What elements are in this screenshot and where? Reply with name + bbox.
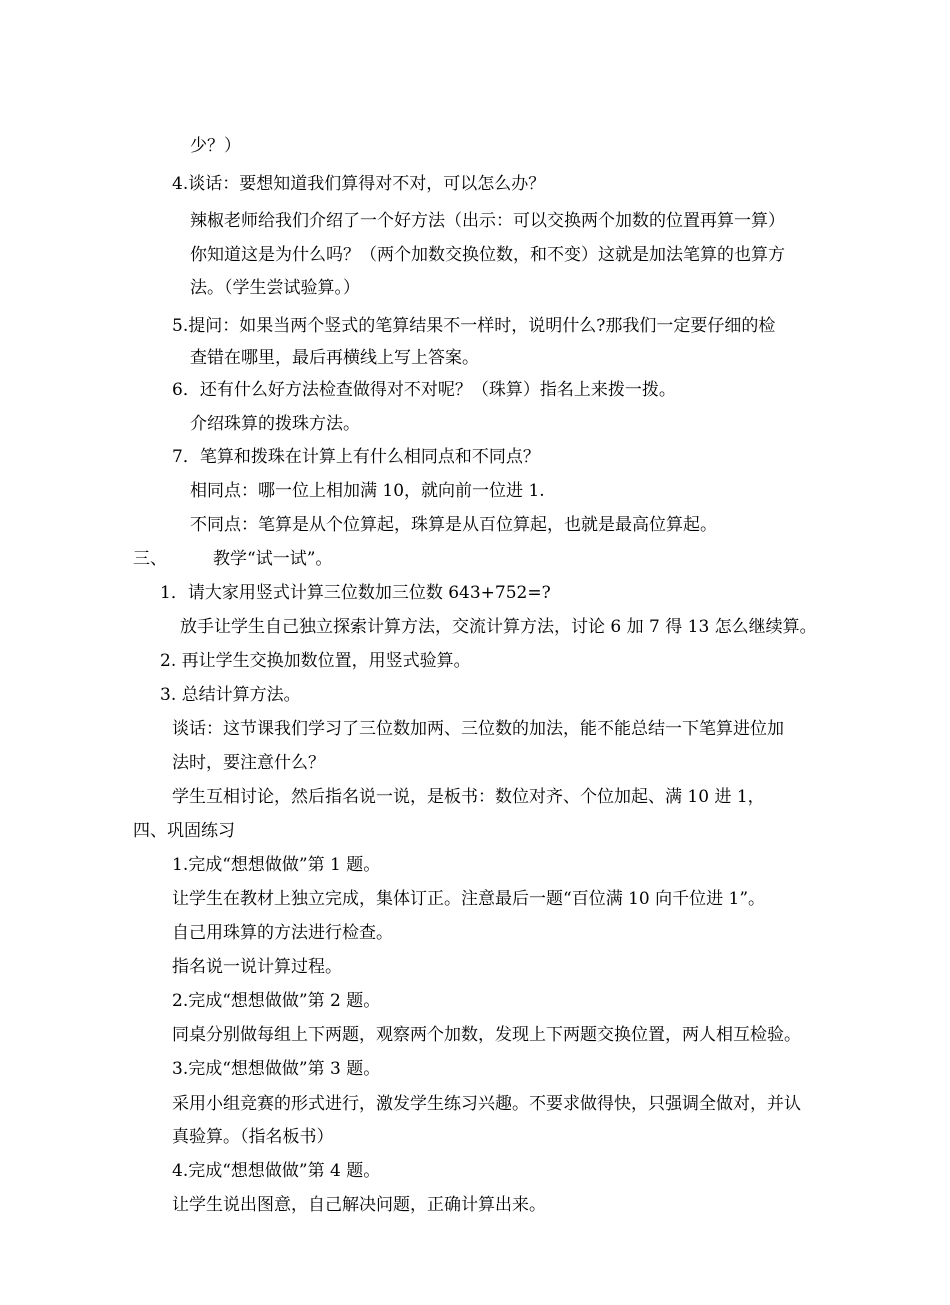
text-line: 1.完成“想想做做”第 1 题。	[172, 855, 381, 875]
text-line: 4.完成“想想做做”第 4 题。	[172, 1161, 381, 1181]
text-line: 5.提问：如果当两个竖式的笔算结果不一样时，说明什么?那我们一定要仔细的检	[172, 316, 776, 336]
section-number: 三、	[133, 549, 167, 569]
text-line: 法。（学生尝试验算。）	[190, 278, 360, 298]
text-line: 相同点：哪一位上相加满 10，就向前一位进 1.	[190, 481, 545, 501]
text-line: 辣椒老师给我们介绍了一个好方法（出示：可以交换两个加数的位置再算一算）	[190, 211, 785, 231]
text-line: 指名说一说计算过程。	[172, 957, 342, 977]
text-line: 3.完成“想想做做”第 3 题。	[172, 1059, 381, 1079]
text-line: 不同点：笔算是从个位算起，珠算是从百位算起，也就是最高位算起。	[190, 515, 717, 535]
text-line: 4.谈话：要想知道我们算得对不对，可以怎么办？	[172, 174, 546, 194]
text-line: 3. 总结计算方法。	[160, 685, 301, 705]
text-line: 让学生在教材上独立完成，集体订正。注意最后一题“百位满 10 向千位进 1”。	[172, 889, 766, 909]
text-line: 2. 再让学生交换加数位置，用竖式验算。	[160, 651, 471, 671]
text-line: 少？）	[190, 136, 241, 156]
text-line: 查错在哪里，最后再横线上写上答案。	[190, 348, 479, 368]
section-title: 教学“试一试”。	[213, 549, 333, 569]
text-line: 你知道这是为什么吗？（两个加数交换位数，和不变）这就是加法笔算的也算方	[190, 245, 785, 265]
text-line: 真验算。（指名板书）	[172, 1127, 334, 1147]
text-line: 学生互相讨论，然后指名说一说，是板书：数位对齐、个位加起、满 10 进 1，	[172, 787, 765, 807]
text-line: 自己用珠算的方法进行检查。	[172, 923, 393, 943]
text-line: 1．请大家用竖式计算三位数加三位数 643+752=?	[160, 583, 551, 603]
text-line: 让学生说出图意，自己解决问题，正确计算出来。	[172, 1195, 546, 1215]
text-line: 介绍珠算的拨珠方法。	[190, 414, 360, 434]
text-line: 6．还有什么好方法检查做得对不对呢？（珠算）指名上来拨一拨。	[172, 380, 676, 400]
section-heading	[133, 548, 332, 570]
text-line: 同桌分别做每组上下两题，观察两个加数，发现上下两题交换位置，两人相互检验。	[172, 1025, 801, 1045]
text-line: 谈话：这节课我们学习了三位数加两、三位数的加法，能不能总结一下笔算进位加	[172, 719, 784, 739]
section-heading: 四、巩固练习	[133, 821, 235, 841]
text-line: 放手让学生自己独立探索计算方法，交流计算方法，讨论 6 加 7 得 13 怎么继续算。	[180, 617, 817, 637]
text-line: 采用小组竞赛的形式进行，激发学生练习兴趣。不要求做得快，只强调全做对，并认	[172, 1094, 801, 1114]
text-line: 7．笔算和拨珠在计算上有什么相同点和不同点？	[172, 447, 540, 467]
text-line: 法时，要注意什么？	[172, 753, 325, 773]
text-line: 2.完成“想想做做”第 2 题。	[172, 991, 381, 1011]
